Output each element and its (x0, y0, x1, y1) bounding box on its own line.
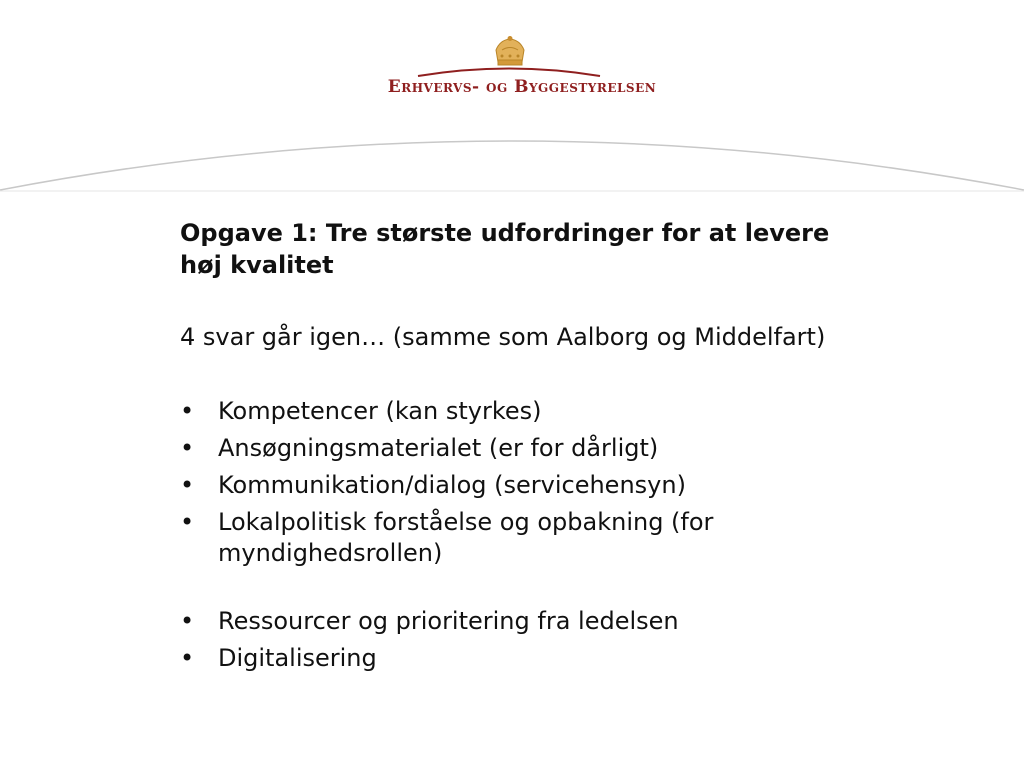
bullet-list-secondary (180, 606, 980, 674)
organization-wordmark: Erhvervs- og Byggestyrelsen (387, 77, 657, 97)
list-item: • Ansøgningsmaterialet (er for dårligt) (180, 434, 659, 462)
header-arc (0, 130, 1024, 200)
slide-title: Opgave 1: Tre største udfordringer for at levere høj kvalitet (180, 219, 830, 279)
bullet-icon: • (180, 508, 195, 536)
slide-content (180, 217, 980, 680)
logo (0, 30, 1024, 110)
bullet-icon: • (180, 434, 195, 462)
bullet-icon: • (180, 397, 195, 425)
list-item: • Kompetencer (kan styrkes) (180, 397, 542, 425)
list-item: • Ressourcer og prioritering fra ledelsen (180, 607, 679, 635)
bullet-icon: • (180, 471, 195, 499)
bullet-icon: • (180, 644, 195, 672)
list-item: • Digitalisering (180, 644, 377, 672)
bullet-icon: • (180, 607, 195, 635)
bullet-list-primary (180, 396, 980, 569)
slide-subtitle: 4 svar går igen… (samme som Aalborg og Middelfart) (180, 323, 826, 351)
list-item: • Kommunikation/dialog (servicehensyn) (180, 471, 686, 499)
list-item: • Lokalpolitisk forståelse og opbakning (for myndighedsrollen) (180, 508, 714, 567)
